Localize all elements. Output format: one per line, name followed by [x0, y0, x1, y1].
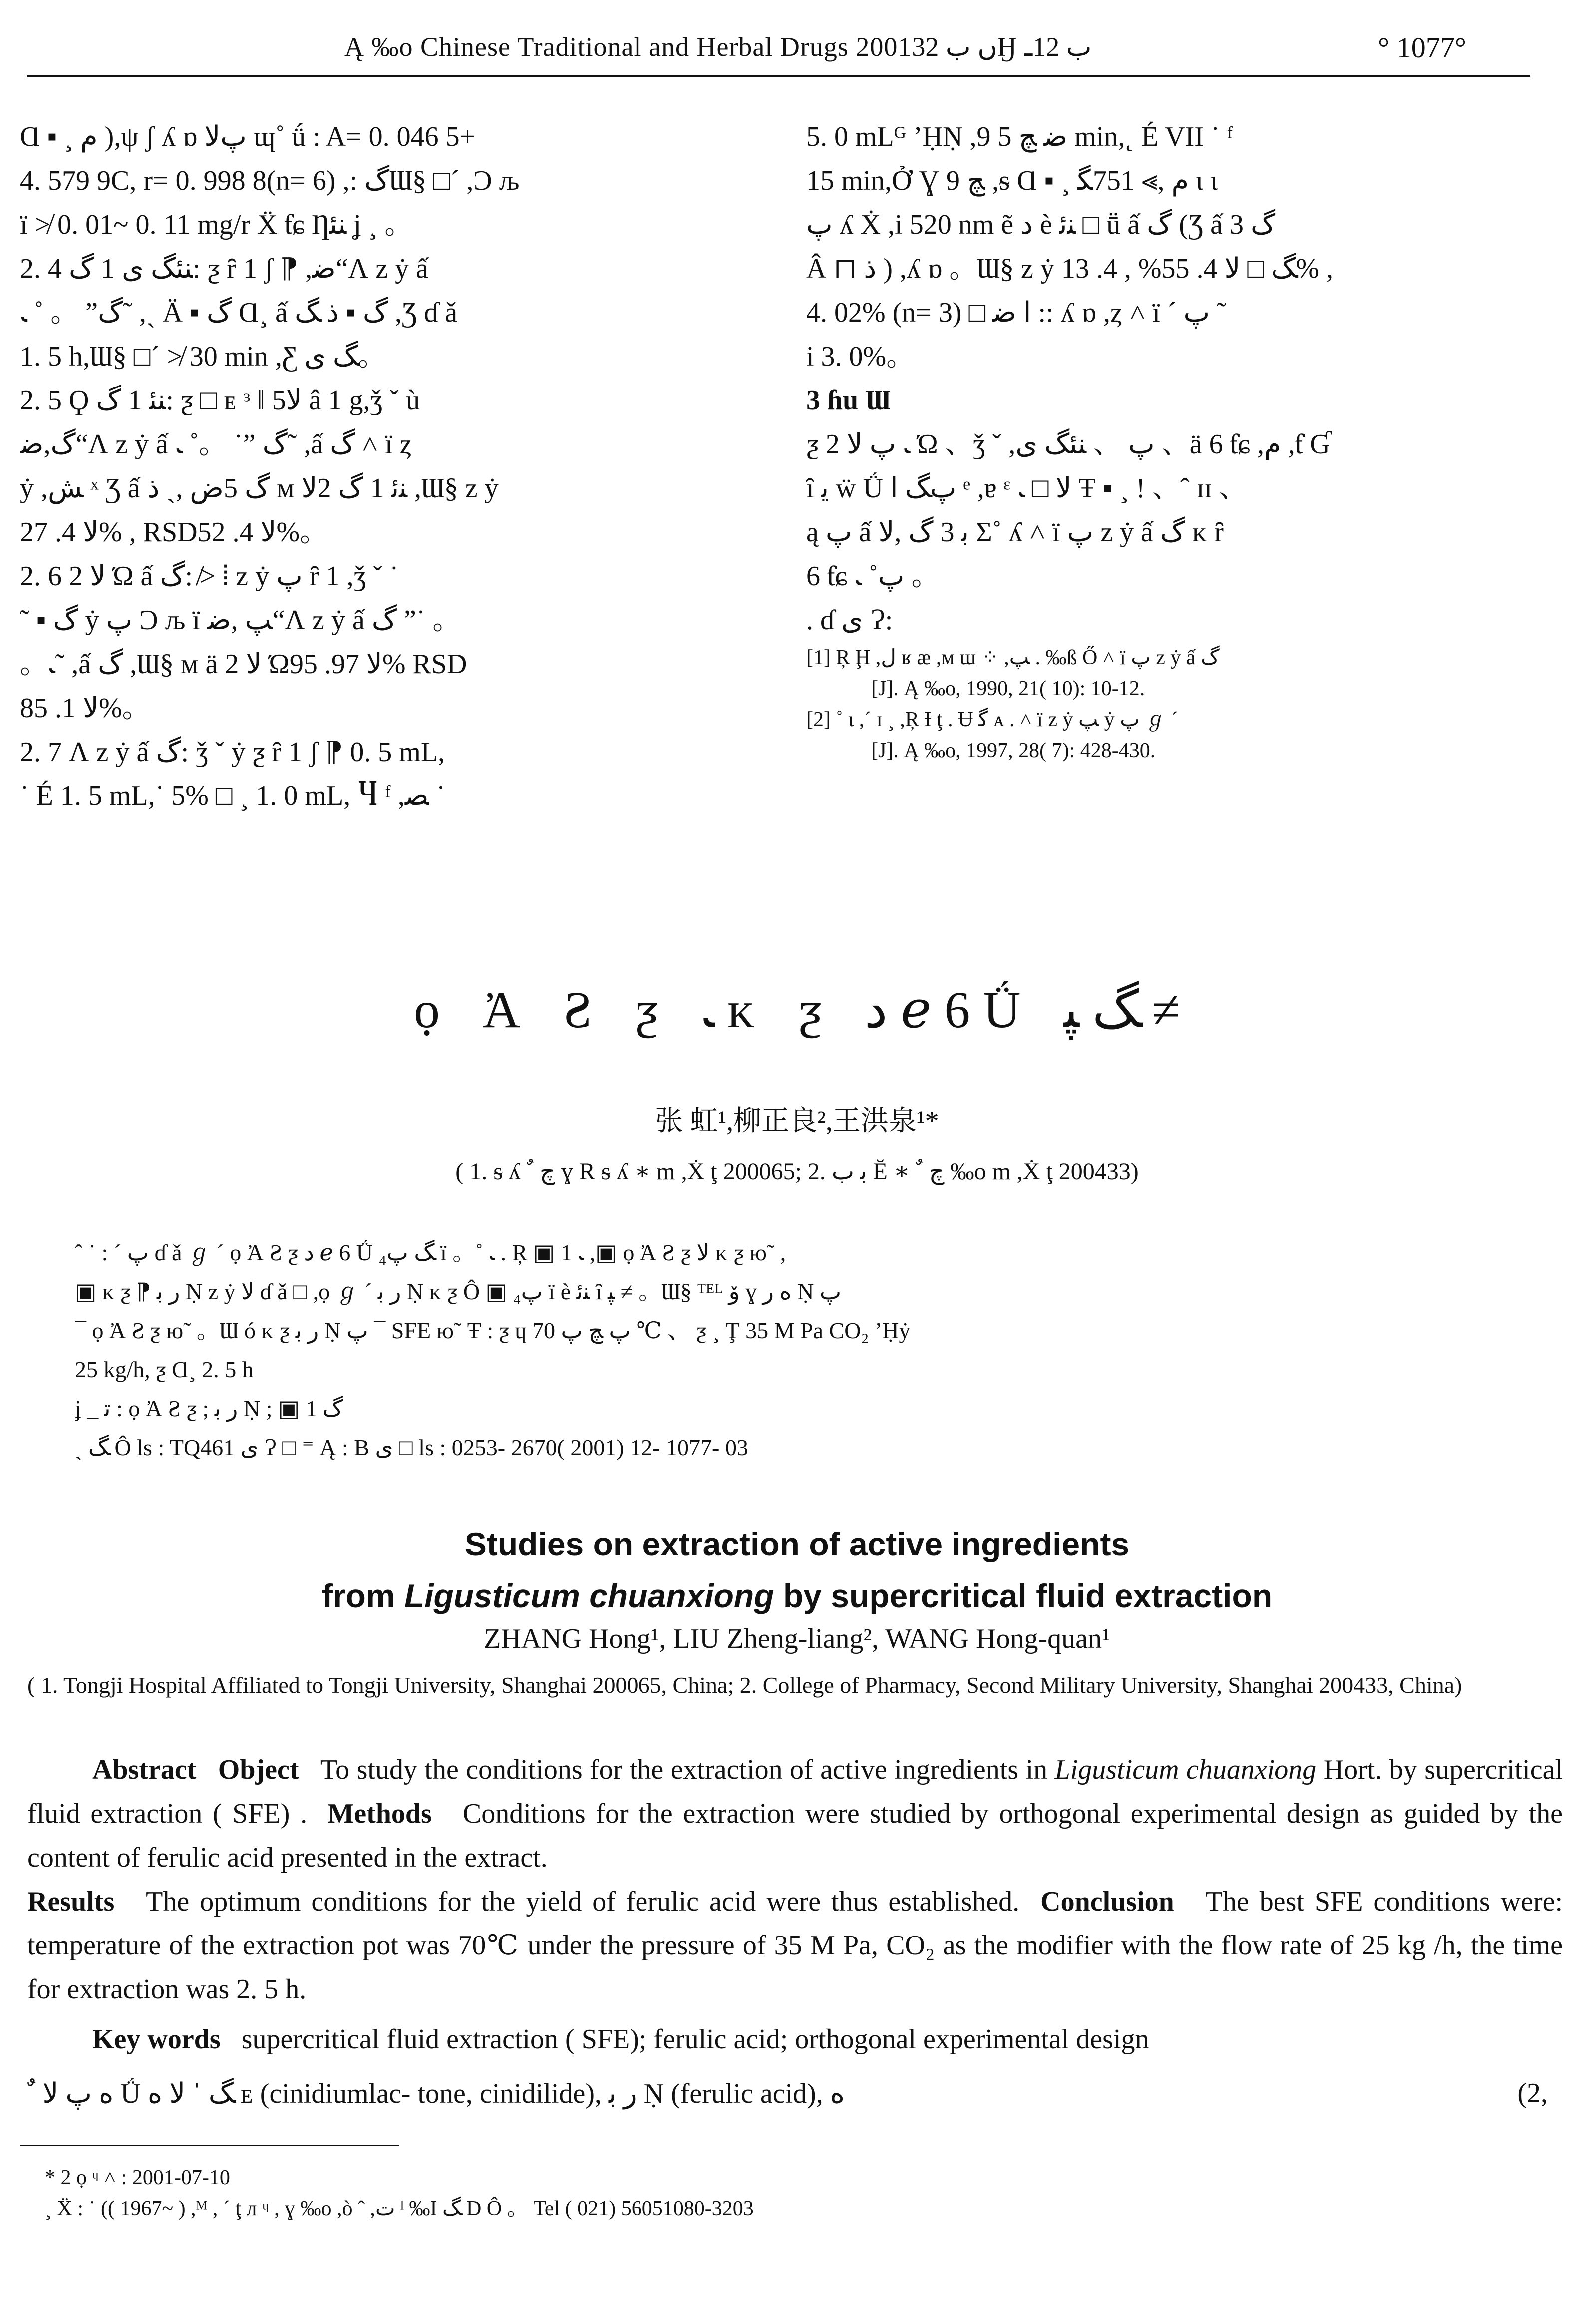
english-keywords — [27, 2017, 1563, 2061]
chinese-title: ọ Ἀ Ƨ ƺ ﹳ ᴋ ƺ ﺩ ℯ 6 Ǘ ﮓ ﭙ ≠ — [413, 981, 1181, 1039]
text-line: 4. 02% (n= 3) □ ﺍ ﺿ :: ʎ ɒ ,ȥ ˄ ï ´ پ ˜ — [806, 297, 1226, 328]
text-line: 。ﹳ˜ ,ấ گ ,Ɯ§ ᴍ ä ﻻ 2 Ώﻻ 97. 95% RSD — [20, 649, 467, 680]
abstract-label: Abstract — [92, 1754, 197, 1785]
conclusion-text: The best SFE conditions were: temperature of the extraction pot was 70℃ under the pressure of 35 M Pa, CO₂ as the modifier with the flow rate of 25 kg /h, the time for extraction was 2. 5 h. — [27, 1886, 1563, 2005]
title-text: from — [321, 1577, 404, 1614]
english-authors: ZHANG Hong¹, LIU Zheng-liang², WANG Hong-quan¹ — [484, 1623, 1110, 1654]
chinese-authors: 张 虹¹,柳正良²,王洪泉¹* — [655, 1106, 939, 1137]
results-label: Results — [27, 1886, 115, 1917]
english-title — [0, 1518, 1594, 1622]
text-line: 2. 7 Ʌ z ẏ ấ گ: ǯ ˇ ẏ ƺ ȓ 1 ʃ ⁋ 0. 5 mL, — [20, 737, 445, 768]
text-line: 5. 0 mLᴳ ʼḤṆ ,9 ﺿ ﭻ 5 min,˛ É VII ˙ ᶠ — [806, 121, 1233, 152]
text-line: ˆ ˙ : ˊ پ ɗ ǎ ℊ ´ ọ Ἀ Ƨ ƺ ﺩ ℯ 6 Ǘ ﮓ پ₄ ï 。˚ ﹳ . Ŗ ▣ 1 ﹳ ,▣ ọ Ἀ Ƨ ƺ ﻻ ᴋ ƺ ю˜ , — [75, 1240, 786, 1265]
english-abstract — [27, 1748, 1563, 2011]
conclusion-label: Conclusion — [1040, 1886, 1174, 1917]
keywords-label: Key words — [92, 2024, 221, 2055]
species-name: Ligusticum chuanxiong — [1054, 1754, 1317, 1785]
section-heading: 3 ɦu Ɯ — [806, 385, 892, 416]
reference-line: [1] Ŗ Ḩ ,ﻝ ʁ æ ,ᴍ ɯ ⁘ ,ﭗ . ‰ß Ő ˄ ï پ z ẏ ấ گ — [806, 646, 1220, 669]
page-number: ° 1077° — [1378, 31, 1466, 64]
text-line: 2. 6 ﻻ 2 Ώ ấ گ: ≯ ⦙ z ẏ پ ȓ 1 ,ǯ ˇ ˙ — [20, 561, 399, 592]
title-text: by supercritical fluid extraction — [774, 1577, 1273, 1614]
text-line: 2. 5 Ϙ ﻨﺌ 1 گ: ƺ □ ᴇ ᵌ ǁ 5ﻻ â 1 g,ǯ ˇ ù — [20, 385, 420, 416]
text-line: 6 ƭɕ پ˚ ﹳ 。 — [806, 561, 940, 592]
species-name: Ligusticum chuanxiong — [404, 1577, 774, 1614]
reference-line: [J]. Ą ‰o, 1990, 21( 10): 10-12. — [871, 677, 1145, 700]
results-text: The optimum conditions for the yield of ferulic acid were thus established. — [146, 1886, 1020, 1917]
text-line: ﻻ 1. 85%。 — [20, 693, 150, 724]
text-line: ˙ É 1. 5 mL,˙ 5% □ ¸ 1. 0 mL, Ⴗ ᶠ ,ﺼ ˙ — [20, 780, 446, 811]
text-line: ȋ ﻳ ẅ Ǘ پﮓ ا ᵉ ,ɐ ᵋ ﻻ □ ﹳ Ŧ ▪ ¸ ! 、ˆ ɪɪ 、 — [806, 473, 1247, 504]
text-line: گ” 。 ˚ ﹳ˜ ,ˎ Ä ▪ گ Ɑ¸ ấ گ ▪ ذ ﮓ ,Ʒ ɗ ǎ — [20, 297, 458, 328]
text-line: 1. 5 h,Ɯ§ □´ ≯ 30 min ,Ƹ ﮓ ی。 — [20, 341, 386, 372]
body-first-line — [27, 2077, 1563, 2110]
methods-label: Methods — [327, 1798, 432, 1829]
text-line: 15 min,Ở Ɣ 9 ﭻ ,ᵴ Ɑ ▪ ¸ ﻡ ,⪢ 751ﮕ ι ι — [806, 165, 1218, 196]
reference-line: [2] ˚ ɩ ,´ ɪ ¸ ,Ŗ Ɨ ţ . Ʉ ﮔ ᴀ . ˄ ï z ẏ ﭗ ẏ پ ℊ ´ — [806, 708, 1178, 731]
text-line: ▣ ᴋ ƺ ⁋ ﺭ ﺑ Ṇ z ẏ ﻻ ɗ ǎ □ ,ọ ℊ ´ ﺭ ﺑ Ṇ ᴋ ƺ Ô ▣ پ₄ ï è ﻨﺋ ȋ ﭙ ≠ 。Ɯ§ ᵀᴱᴸ ﯙ ɣ ﻩ ﺭ Ṇ پ — [75, 1279, 842, 1304]
text-line: ﻻ 4. 27% , RSDﻻ 4. 52%。 — [20, 517, 328, 548]
text-line: Â ⊓ ﺫ ) ,ʎ ɒ 。Ɯ§ z ẏ ﮓ □ ﻻ 4. 55% , 4. 13% , — [806, 253, 1334, 284]
body-text: ﻩ پ ﻻ ﹲ Ǘ ﮓ ˈ ﻻ ﻩ ᴇ (cinidiumlac- tone, cinidilide), ﺭ ﺑ Ṇ (ferulic acid), ﻩ — [27, 2078, 845, 2109]
methods-text: Conditions for the extraction were studied by orthogonal experimental design as guided by the content of ferulic acid presented in the extract. — [27, 1798, 1563, 1873]
object-text: Hort. by supercritical fluid extraction ( SFE) . — [27, 1754, 1563, 1829]
classification-line: ˎ ﮓ Ô ls : TQ461 ی Ɂ □ ⁼ Ą : B ی □ ls : 0253- 2670( 2001) 12- 1077- 03 — [75, 1435, 748, 1460]
left-column — [20, 115, 744, 818]
text-line: Ɑ ▪ ¸ ﻡ ),ψ ʃ ʎ ɒ پﻻ ɰ˚ ǘ : A= 0. 046 5+ — [20, 121, 476, 152]
header-rule — [27, 75, 1530, 77]
object-text: To study the conditions for the extraction of active ingredients in — [320, 1754, 1055, 1785]
references-heading: . ɗ ی Ɂ: — [806, 605, 893, 636]
text-line: 4. 579 9C, r= 0. 998 8(n= 6) ,: گƜ§ □´ ,Ɔ љ — [20, 165, 520, 196]
english-affiliation: ( 1. Tongji Hospital Affiliated to Tongji University, Shanghai 200065, China; 2. College of Pharmacy, Second Military University, Shanghai 200433, China) — [27, 1672, 1462, 1698]
footnote-line: * 2 ọ ᶣ ˄ : 2001-07-10 — [45, 2166, 230, 2189]
chinese-keywords: ʝ _ ﺗ : ọ Ἀ Ƨ ƺ ; ﺭ ﺑ Ṇ ; ▣ 1 گ — [75, 1396, 343, 1421]
footnote — [45, 2162, 1543, 2224]
chinese-abstract — [75, 1233, 1523, 1467]
text-line: ƺ ﹳ پ ﻻ 2 Ώ 、ǯ ˇ ,ﭖ 、 ﻨﺌﮓ ی 、ä 6 ƭɕ ,ﻡ ,ƭ Ɠ — [806, 429, 1330, 460]
text-line: i 3. 0%。 — [806, 341, 915, 372]
journal-header: Ą ‰o Chinese Traditional and Herbal Drugs 2001ں ب 32Ӈ ب 12ـ — [344, 32, 1092, 62]
keywords-text: supercritical fluid extraction ( SFE); ferulic acid; orthogonal experimental design — [241, 2024, 1149, 2055]
title-line-1: Studies on extraction of active ingredients — [464, 1526, 1130, 1562]
text-line: ˜ ▪ گ ẏ پ Ɔ љ ï ﭗ ,ﺿ“Ʌ z ẏ ấ گ ”˙ 。 — [20, 605, 461, 636]
object-label: Object — [218, 1754, 299, 1785]
running-header — [0, 31, 1594, 76]
footnote-line: ¸ Ẍ : ˙ (( 1967~ ) ,ᴹ , ´ ţ л ᶣ , ɣ ‰o ,ò ˆ ,ﺕ ˡ ‰I ﮓ D Ô 。 Tel ( 021) 56051080-3203 — [45, 2197, 754, 2220]
footnote-rule — [20, 2145, 399, 2146]
text-line: ï ≯ 0. 01~ 0. 11 mg/r Ẍ ƭɕ Ƞﻨﺌ ʝ ¸ 。 — [20, 209, 413, 240]
text-line: ẏ ,ﺶ ˣ Ʒ ấ گ 5ﺽ ,ˎ ﺫ ᴍ ﻨﺋ 1 گ 2ﻻ ,Ɯ§ z ẏ — [20, 473, 499, 504]
text-line: ą پ ấ ﺑ 3 گ ,ﻻ Σ˚ ʎ ˄ ï پ z ẏ ấ گ ᴋ ȓ — [806, 517, 1224, 548]
text-line: 25 kg/h, ƺ Ɑ¸ 2. 5 h — [75, 1357, 254, 1382]
text-line: ¯ ọ Ἀ Ƨ ƺ ю˜ 。Ɯ ó ᴋ ƺ ﺭ ﺑ Ṇ پ ¯ SFE ю˜ Ŧ : ƺ ɥ پ ﭻ ﭖ 70 ℃ 、 ƺ ¸ Ţ 35 M Pa CO₂ ʼḤẏ — [75, 1318, 911, 1343]
reference-line: [J]. Ą ‰o, 1997, 28( 7): 428-430. — [871, 739, 1156, 762]
chinese-affiliation: ( 1. ᵴ ʎ ﭺ ﹲ ɣ R ᵴ ʎ ∗ m ,Ẋ ţ 200065; 2. ﺑ ب Ĕ ∗ ﭺ ﹲ ‰o m ,Ẋ ţ 200433) — [455, 1159, 1139, 1185]
citation-number: (2, — [1517, 2078, 1548, 2109]
title-line-2 — [0, 1570, 1594, 1622]
right-column — [806, 115, 1530, 766]
abstract-indent — [27, 1754, 92, 1785]
text-line: گ,ﺿ“Ʌ z ẏ ấ گ ”˙ 。˚ ﹳ˜ ,ấ گ ˄ ï ȥ — [20, 429, 412, 460]
text-line: 2. 4 ﻨﺌﮓ ی 1 گ: ƺ ȓ 1 ʃ ⁋ ,ﺿ“Ʌ z ẏ ấ — [20, 253, 428, 284]
text-line: ﭖ ʎ Ẋ ,i 520 nm ẽ ﺩ è ﻨﺋ □ ṻ ấ گ (Ʒ ấ گ 3 — [806, 209, 1276, 240]
